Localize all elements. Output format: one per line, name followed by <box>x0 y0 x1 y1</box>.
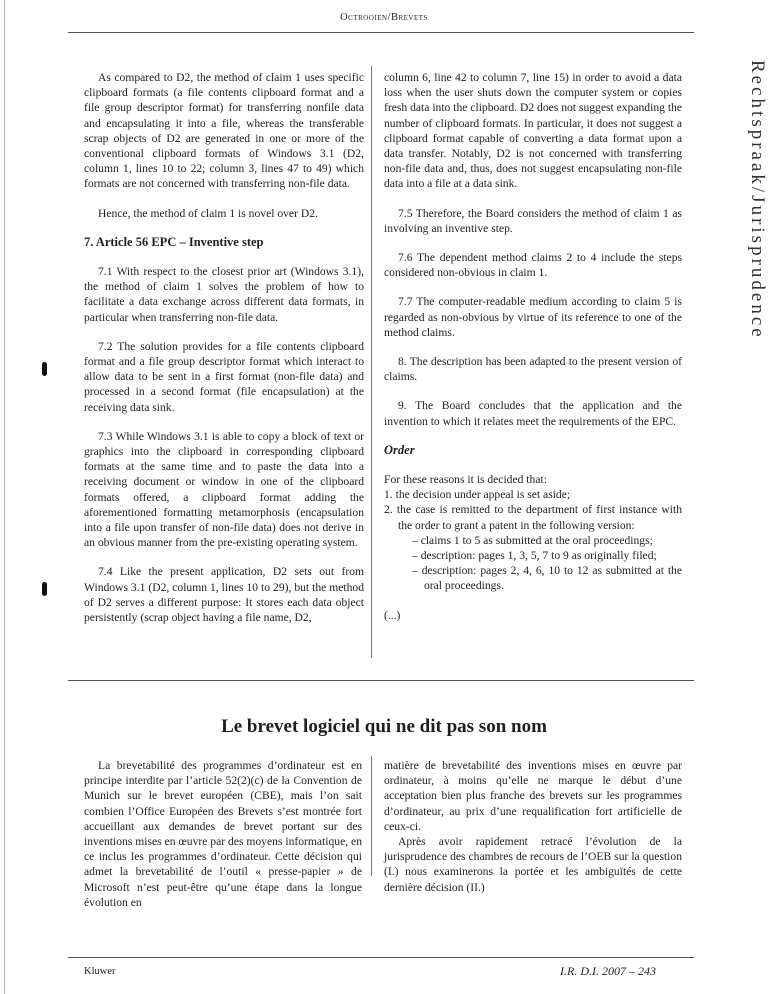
scan-margin-line <box>4 0 5 994</box>
paragraph: 7.4 Like the present application, D2 sets out from Windows 3.1 (D2, column 1, lines 10 to 29), but the method of D2 serves a different purpose: It stores each data object persistently (scrap object having a file name, D2, <box>84 565 364 625</box>
publisher-name: Kluwer <box>84 966 116 977</box>
column-divider <box>371 66 372 658</box>
section-heading: 7. Article 56 EPC – Inventive step <box>84 234 264 249</box>
running-head: Octrooien/Brevets <box>340 12 428 23</box>
order-subitem: – claims 1 to 5 as submitted at the oral proceedings; <box>412 533 653 547</box>
paragraph: Après avoir rapidement retracé l’évolution de la jurisprudence des chambres de recours de l’OEB sur la question (I.) nous examinerons la portée et les ambiguïtés de cette dernière décision (II.) <box>384 835 682 894</box>
order-item: 1. the decision under appeal is set aside; <box>384 488 571 502</box>
order-subitem: – description: pages 2, 4, 6, 10 to 12 as submitted at the oral proceedings. <box>412 564 682 593</box>
section-side-label: Rechtspraak/Jurisprudence <box>747 60 768 340</box>
order-intro: For these reasons it is decided that: <box>384 473 547 487</box>
paragraph: 7.7 The computer-readable medium according to claim 5 is regarded as non-obvious by virtue of its reference to one of the method claims. <box>384 295 682 339</box>
paragraph: 7.3 While Windows 3.1 is able to copy a block of text or graphics into the clipboard in corresponding clipboard formats at the same time and to paste the data into a receiving document or window in one of the clipboard formats offered, a clipboard format adding the aforementioned formatting metamorphosis (encapsulation into a file upon transfer of non-file data) does not derive in an obvious manner from the pre-existing operating system. <box>84 429 364 550</box>
header-rule <box>68 32 694 33</box>
punch-hole-bottom <box>42 582 47 596</box>
journal-citation: I.R. D.I. 2007 – 243 <box>560 964 656 978</box>
paragraph: 9. The Board concludes that the application and the invention to which it relates meet the requirements of the EPC. <box>384 399 682 428</box>
order-list <box>384 487 682 593</box>
order-item-text: 2. the case is remitted to the department of first instance with the order to grant a patent in the following version: <box>384 503 682 532</box>
order-heading: Order <box>384 442 415 457</box>
punch-hole-top <box>42 362 47 376</box>
paragraph: Hence, the method of claim 1 is novel over D2. <box>98 206 318 220</box>
paragraph: 7.1 With respect to the closest prior art (Windows 3.1), the method of claim 1 solves the problem of how to facilitate a data exchange across different data formats, in particular when transferring non-file data. <box>84 265 364 324</box>
paragraph: 8. The description has been adapted to the present version of claims. <box>384 355 682 384</box>
footer-rule <box>68 957 694 958</box>
paragraph: column 6, line 42 to column 7, line 15) in order to avoid a data loss when the user shuts down the computer system or copies fresh data into the clipboard. D2 does not suggest expanding the number of clipboard formats. In particular, it does not suggest a clipboard format capable of converting a data format upon a data transfer. Notably, D2 is not concerned with transferring non-file data and, thus, does not suggest encapsulating non-file data into a file at a data sink. <box>384 71 682 191</box>
paragraph: matière de brevetabilité des inventions mises en œuvre par ordinateur, à moins qu’elle ne marque le début d’une acceptation bien plus franche des brevets sur les programmes d’ordinateur, au prix d’une requalification fort artificielle de ceux-ci. <box>384 759 682 833</box>
article-right-column <box>384 758 682 909</box>
paragraph: La brevetabilité des programmes d’ordinateur est en principe interdite par l’article 52(2)(c) de la Convention de Munich sur le brevet européen (CBE), mais l’on sait combien l’Office Européen des Brevets s’est montrée fort accueillant aux demandes de brevet portant sur des inventions mises en œuvre par des moyens informatique, en ce inclus les programmes d’ordinateur. Cette décision qui admet la brevetabilité de l’outil « presse-papier » de Microsoft n’est peut-être qu’une étape dans la longue évolution en <box>84 759 362 909</box>
order-item <box>384 502 682 593</box>
order-subitem: – description: pages 1, 3, 5, 7 to 9 as originally filed; <box>412 549 657 563</box>
article-left-column <box>84 758 362 924</box>
column-divider <box>371 756 372 876</box>
article-title: Le brevet logiciel qui ne dit pas son nom <box>221 716 547 737</box>
left-column <box>84 70 364 639</box>
right-column <box>384 70 682 637</box>
ellipsis: (...) <box>384 608 401 622</box>
section-rule <box>68 680 694 681</box>
paragraph: 7.6 The dependent method claims 2 to 4 include the steps considered non-obvious in claim 1. <box>384 251 682 280</box>
paragraph: 7.5 Therefore, the Board considers the method of claim 1 as involving an inventive step. <box>384 206 682 235</box>
paragraph: 7.2 The solution provides for a file contents clipboard format and a file group descriptor format which interact to allow data to be sent in a first format (non-file data) and processed in a second format (file encapsulation) at the receiving data sink. <box>84 339 364 414</box>
paragraph: As compared to D2, the method of claim 1 uses specific clipboard formats (a file contents clipboard format and a file group descriptor format) for transferring nonfile data and encapsulating it into a file, whereas the transferable scrap objects of D2 are generated in one or more of the conventional clipboard formats of Windows 3.1 (D2, column 1, lines 10 to 22; column 3, lines 47 to 49) which formats are not concerned with transferring non-file data. <box>84 71 364 191</box>
order-sublist <box>398 533 682 594</box>
